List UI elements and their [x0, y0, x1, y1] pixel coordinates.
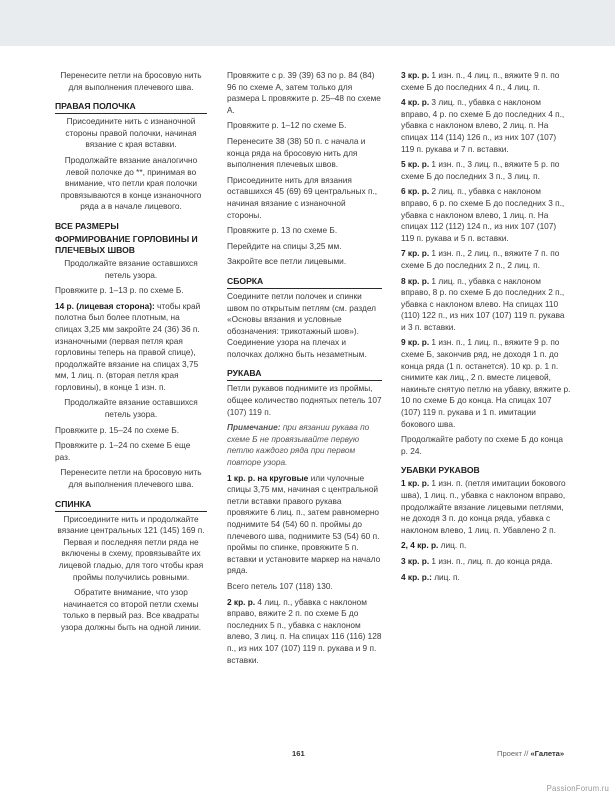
row-text: 1 изн. п., 3 лиц. п., вяжите 5 р. по схеме Б до последних 3 п., 3 лиц. п.	[401, 159, 560, 181]
paragraph: Провяжите р. 13 по схеме Б.	[227, 225, 338, 236]
row-text: 3 лиц. п., убавка с наклоном вправо, 4 р. по схеме Б до последних 4 п., убавка с наклоном влево, 2 лиц. п. На спицах 114 (114) 126 п., из них 107 (107) 119 п. рукава и 7 п. вставки.	[401, 97, 565, 154]
paragraph: Перенесите 38 (38) 50 п. с начала и конца ряда на бросовую нить для выполнения плечевых швов.	[227, 135, 366, 170]
paragraph	[55, 301, 207, 394]
row-label: 3 кр. р.	[401, 555, 430, 566]
section-heading-sleeves: РУКАВА	[227, 368, 382, 381]
paragraph	[401, 337, 571, 430]
row-text: 1 изн. п., 4 лиц. п., вяжите 9 п. по схеме Б до последних 4 п., 4 лиц. п.	[401, 70, 560, 92]
column-2	[227, 70, 382, 670]
paragraph: Соедините петли полочек и спинки швом по открытым петлям (см. раздел «Основы вязания и условные обозначения: трикотажный шов»). Соединение узора на плечах и полочках должно быть незаметным.	[227, 290, 377, 359]
row-text: 1 лиц. п., убавка с наклоном вправо, 8 р. по схеме Б до последних 2 п., убавка с наклоном влево. На спицах 110 (110) 122 п., из них 107 (107) 119 п. рукава и 3 п. вставки.	[401, 275, 565, 332]
row-label: 7 кр. р.	[401, 248, 430, 259]
paragraph: Продолжайте работу по схеме Б до конца р. 24.	[401, 434, 563, 456]
paragraph: Продолжайте вязание аналогично левой полочке до **, принимая во внимание, что петли края полочки провязываются в конце изнаночного ряда а в начале лицевого.	[60, 154, 202, 212]
row-text: чтобы край полотна был более плотным, на спицах 3,25 мм закройте 24 (36) 36 п. изнаночными (первая петля края горловины теперь на правой спице), продолжайте вязание на спицах 3,75 мм, 1 лиц. п. (вторая петля края горловины), в конце 1 изн. п.	[55, 300, 201, 392]
column-3	[401, 70, 571, 587]
row-label: 1 кр. р. на круговые	[227, 472, 309, 483]
section-heading-all-sizes: ВСЕ РАЗМЕРЫ	[55, 220, 119, 231]
paragraph: Присоедините нить для вязания оставшихся 45 (69) 69 центральных п., начиная вязание с изнаночной стороны.	[227, 174, 378, 220]
row-text: или чулочные спицы 3,75 мм, начиная с центральной петли вставки правого рукава провяжите 6 лиц. п., затем равномерно поднимите 54 (54) 60 п. проймы до плечевого шва, поднимите 53 (54) 60 п. проймы по спинке, провяжите 5 п. вставки и установите маркер на начало ряда.	[227, 472, 381, 576]
paragraph	[401, 159, 571, 182]
section-heading-back: СПИНКА	[55, 499, 207, 512]
paragraph	[401, 186, 571, 244]
row-label: 6 кр. р.	[401, 186, 430, 197]
paragraph: Перенесите петли на бросовую нить для выполнения плечевого шва.	[60, 467, 202, 490]
note-paragraph	[227, 422, 382, 468]
row-text: 4 лиц. п., убавка с наклоном вправо, вяжите 2 п. по схеме Б до последних 5 п., убавка с наклоном влево, 3 лиц. п. На спицах 116 (116) 128 п., из них 107 (107) 119 п. рукава и 9 п. вставки.	[227, 596, 382, 665]
row-label: 5 кр. р.	[401, 159, 430, 170]
watermark: PassionForum.ru	[546, 784, 609, 793]
note-label: Примечание:	[227, 422, 281, 433]
paragraph: Перенесите петли на бросовую нить для выполнения плечевого шва.	[60, 70, 202, 92]
section-heading-right-front: ПРАВАЯ ПОЛОЧКА	[55, 101, 207, 114]
section-heading-neckline: ФОРМИРОВАНИЕ ГОРЛОВИНЫ И ПЛЕЧЕВЫХ ШВОВ	[55, 233, 198, 255]
paragraph: Провяжите р. 15–24 по схеме Б.	[55, 424, 180, 435]
paragraph: Всего петель 107 (118) 130.	[227, 580, 333, 591]
footer-brand-prefix: Проект //	[497, 749, 531, 758]
note-text: при вязании рукава по схеме Б не провязывайте первую петлю каждого ряда при первом повторе узора.	[227, 422, 370, 468]
paragraph	[227, 597, 382, 667]
paragraph: Продолжайте вязание оставшихся петель узора.	[64, 397, 198, 420]
paragraph	[401, 556, 571, 568]
paragraph	[401, 276, 571, 334]
row-text: 1 изн. п. (петля имитации бокового шва), 1 лиц. п., убавка с наклоном вправо, продолжайте вязание лицевыми петлями, не доходя 3 п. до конца ряда, убавка с наклоном влево, 1 лиц. п. Убавлено 2 п.	[401, 478, 566, 535]
section-heading-sleeve-decreases: УБАВКИ РУКАВОВ	[401, 465, 480, 476]
paragraph: Закройте все петли лицевыми.	[227, 256, 347, 267]
row-text: лиц. п.	[438, 540, 467, 551]
paragraph	[401, 248, 571, 271]
footer-brand-name: «Галета»	[530, 749, 565, 758]
row-label: 2, 4 кр. р.	[401, 540, 439, 551]
row-label: 4 кр. р.	[401, 97, 430, 108]
row-label: 8 кр. р.	[401, 275, 430, 286]
row-label: 9 кр. р.	[401, 337, 430, 348]
paragraph	[401, 540, 571, 552]
paragraph: Обратите внимание, что узор начинается со второй петли схемы только в первый раз. Все квадраты узора должны быть на одной линии.	[60, 587, 202, 632]
row-text: 1 изн. п., 2 лиц. п., вяжите 7 п. по схеме Б до последних 2 п., 2 лиц. п.	[401, 248, 560, 270]
page-number: 161	[292, 749, 305, 758]
paragraph	[227, 473, 382, 577]
paragraph: Продолжайте вязание оставшихся петель узора.	[64, 257, 198, 280]
paragraph: Присоедините нить с изнаночной стороны правой полочки, начиная вязание с края вставки.	[65, 116, 197, 150]
row-label: 2 кр. р.	[227, 596, 256, 607]
row-text: 2 лиц. п., убавка с наклоном вправо, 6 р. по схеме Б до последних 3 п., убавка с наклоном влево, 1 лиц. п. На спицах 112 (112) 124 п., из них 107 (107) 119 п. рукава и 5 п. вставки.	[401, 186, 565, 243]
paragraph: Петли рукавов поднимите из проймы, общее количество поднятых петель 107 (107) 119 п.	[227, 383, 382, 417]
paragraph: Провяжите р. 1–24 по схеме Б еще раз.	[55, 440, 191, 462]
row-label: 14 р. (лицевая сторона):	[55, 300, 155, 311]
row-text: 1 изн. п., 1 лиц. п., вяжите 9 р. по схеме Б, закончив ряд, не доходя 1 п. до конца ряда (1 п. останется). 10 кр. р. 1 п. снимите как лиц., 2 п. вместе лицевой, накиньте снятую петлю на убавку, вяжите р. 10 по схеме Б до конца. На спицах 107 (107) 119 п. рукава и 1 п. имитации бокового шва.	[401, 337, 571, 429]
paragraph	[401, 478, 571, 536]
row-label: 3 кр. р.	[401, 70, 430, 80]
row-text: лиц. п.	[431, 571, 460, 582]
paragraph: Провяжите с р. 39 (39) 63 по р. 84 (84) 96 по схеме А, затем только для размера L провяжите р. 25–48 по схеме А.	[227, 70, 381, 115]
row-text: 1 изн. п., лиц. п. до конца ряда.	[429, 555, 553, 566]
section-heading-assembly: СБОРКА	[227, 276, 382, 289]
paragraph: Провяжите р. 1–12 по схеме Б.	[227, 120, 347, 131]
paragraph	[401, 97, 571, 155]
paragraph: Присоедините нить и продолжайте вязание центральных 121 (145) 169 п. Первая и последняя петли ряда не включены в схему, провязывайте их лицевой гладью, для того чтобы края проймы получились ровными.	[57, 513, 205, 582]
paragraph: Провяжите р. 1–13 р. по схеме Б.	[55, 285, 184, 296]
row-label: 1 кр. р.	[401, 478, 430, 489]
paragraph	[401, 572, 571, 584]
paragraph: Перейдите на спицы 3,25 мм.	[227, 240, 342, 251]
footer-brand	[497, 749, 564, 758]
paragraph	[401, 70, 571, 93]
row-label: 4 кр. р.:	[401, 571, 432, 582]
column-1	[55, 70, 207, 638]
